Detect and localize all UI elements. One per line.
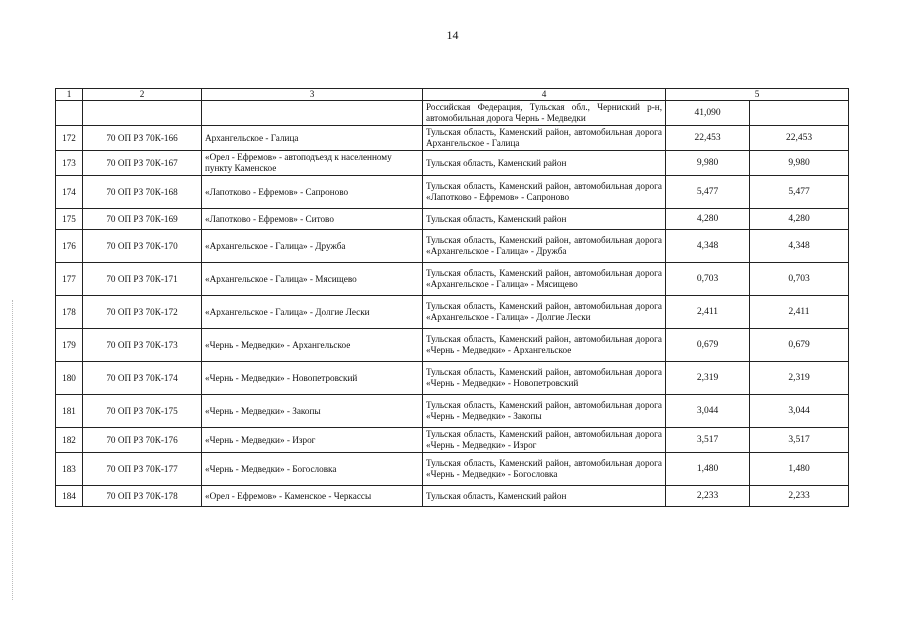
road-length-total: 3,044: [750, 395, 849, 428]
road-length: 4,348: [666, 230, 750, 263]
road-name: «Чернь - Медведки» - Изрог: [202, 428, 423, 453]
row-number: 184: [56, 486, 83, 507]
table-row: [56, 263, 849, 296]
row-number: 172: [56, 126, 83, 151]
road-code: 70 ОП РЗ 70К-173: [83, 329, 202, 362]
road-code: 70 ОП РЗ 70К-174: [83, 362, 202, 395]
road-code: 70 ОП РЗ 70К-170: [83, 230, 202, 263]
road-location: Тульская область, Каменский район, автомобильная дорога «Архангельское - Галица» - Долгие Лески: [423, 296, 666, 329]
road-length: 5,477: [666, 176, 750, 209]
table-row: [56, 453, 849, 486]
row-number: 181: [56, 395, 83, 428]
road-code: 70 ОП РЗ 70К-176: [83, 428, 202, 453]
road-location: Тульская область, Каменский район, автомобильная дорога «Архангельское - Галица» - Мясищево: [423, 263, 666, 296]
road-code: 70 ОП РЗ 70К-175: [83, 395, 202, 428]
road-length: 22,453: [666, 126, 750, 151]
table-row: [56, 101, 849, 126]
road-length-total: 3,517: [750, 428, 849, 453]
table-row: [56, 151, 849, 176]
road-length-total: 4,348: [750, 230, 849, 263]
road-code: 70 ОП РЗ 70К-172: [83, 296, 202, 329]
table-header: [56, 89, 849, 101]
table-body: [56, 101, 849, 507]
road-length-total: 9,980: [750, 151, 849, 176]
header-col-3: 3: [202, 89, 423, 101]
road-length: 1,480: [666, 453, 750, 486]
road-code: 70 ОП РЗ 70К-178: [83, 486, 202, 507]
road-length-total: 1,480: [750, 453, 849, 486]
roads-table: [55, 88, 849, 507]
road-code: 70 ОП РЗ 70К-167: [83, 151, 202, 176]
road-length-total: 2,233: [750, 486, 849, 507]
table-row: [56, 329, 849, 362]
road-name: «Орел - Ефремов» - автоподъезд к населенному пункту Каменское: [202, 151, 423, 176]
road-name: «Архангельское - Галица» - Мясищево: [202, 263, 423, 296]
row-number: 179: [56, 329, 83, 362]
road-length-total: 5,477: [750, 176, 849, 209]
road-length-total: 2,411: [750, 296, 849, 329]
road-name: «Чернь - Медведки» - Новопетровский: [202, 362, 423, 395]
road-length-total: 2,319: [750, 362, 849, 395]
table-row: [56, 296, 849, 329]
row-number: 174: [56, 176, 83, 209]
road-location: Тульская область, Каменский район, автомобильная дорога «Чернь - Медведки» - Изрог: [423, 428, 666, 453]
road-length: 9,980: [666, 151, 750, 176]
road-length-total: [750, 101, 849, 126]
row-number: 175: [56, 209, 83, 230]
road-length: 0,703: [666, 263, 750, 296]
header-col-1: 1: [56, 89, 83, 101]
road-length: 41,090: [666, 101, 750, 126]
page-number: 14: [446, 28, 459, 42]
table-row: [56, 395, 849, 428]
road-location: Тульская область, Каменский район: [423, 151, 666, 176]
road-code: 70 ОП РЗ 70К-168: [83, 176, 202, 209]
row-number: 180: [56, 362, 83, 395]
road-location: Тульская область, Каменский район: [423, 486, 666, 507]
road-code: [83, 101, 202, 126]
road-name: [202, 101, 423, 126]
road-length-total: 0,703: [750, 263, 849, 296]
road-length: 2,411: [666, 296, 750, 329]
road-location: Тульская область, Каменский район, автомобильная дорога «Лапотково - Ефремов» - Сапроново: [423, 176, 666, 209]
road-name: «Чернь - Медведки» - Закопы: [202, 395, 423, 428]
road-length-total: 4,280: [750, 209, 849, 230]
road-location: Тульская область, Каменский район, автомобильная дорога Архангельское - Галица: [423, 126, 666, 151]
road-location: Тульская область, Каменский район, автомобильная дорога «Архангельское - Галица» - Дружба: [423, 230, 666, 263]
row-number: 183: [56, 453, 83, 486]
road-name: «Архангельское - Галица» - Дружба: [202, 230, 423, 263]
table-row: [56, 428, 849, 453]
road-location: Тульская область, Каменский район, автомобильная дорога «Чернь - Медведки» - Новопетровский: [423, 362, 666, 395]
table-row: [56, 230, 849, 263]
header-col-2: 2: [83, 89, 202, 101]
road-location: Тульская область, Каменский район, автомобильная дорога «Чернь - Медведки» - Архангельское: [423, 329, 666, 362]
header-col-5: 5: [666, 89, 849, 101]
road-length: 2,233: [666, 486, 750, 507]
table-row: [56, 126, 849, 151]
road-length-total: 0,679: [750, 329, 849, 362]
table-row: [56, 209, 849, 230]
road-location: Тульская область, Каменский район, автомобильная дорога «Чернь - Медведки» - Богословка: [423, 453, 666, 486]
road-code: 70 ОП РЗ 70К-169: [83, 209, 202, 230]
road-length-total: 22,453: [750, 126, 849, 151]
road-length: 0,679: [666, 329, 750, 362]
table-row: [56, 176, 849, 209]
row-number: 176: [56, 230, 83, 263]
row-number: 178: [56, 296, 83, 329]
road-name: Архангельское - Галица: [202, 126, 423, 151]
road-name: «Лапотково - Ефремов» - Ситово: [202, 209, 423, 230]
road-length: 2,319: [666, 362, 750, 395]
road-name: «Чернь - Медведки» - Архангельское: [202, 329, 423, 362]
road-name: «Чернь - Медведки» - Богословка: [202, 453, 423, 486]
road-length: 3,517: [666, 428, 750, 453]
header-col-4: 4: [423, 89, 666, 101]
row-number: 173: [56, 151, 83, 176]
road-code: 70 ОП РЗ 70К-171: [83, 263, 202, 296]
row-number: 182: [56, 428, 83, 453]
road-name: «Архангельское - Галица» - Долгие Лески: [202, 296, 423, 329]
table-row: [56, 362, 849, 395]
road-name: «Лапотково - Ефремов» - Сапроново: [202, 176, 423, 209]
road-location: Тульская область, Каменский район: [423, 209, 666, 230]
road-name: «Орел - Ефремов» - Каменское - Черкассы: [202, 486, 423, 507]
road-location: Тульская область, Каменский район, автомобильная дорога «Чернь - Медведки» - Закопы: [423, 395, 666, 428]
row-number: 177: [56, 263, 83, 296]
table-row: [56, 486, 849, 507]
road-code: 70 ОП РЗ 70К-166: [83, 126, 202, 151]
margin-dots: [12, 300, 15, 600]
road-length: 4,280: [666, 209, 750, 230]
road-code: 70 ОП РЗ 70К-177: [83, 453, 202, 486]
road-length: 3,044: [666, 395, 750, 428]
row-number: [56, 101, 83, 126]
road-location: Российская Федерация, Тульская обл., Черниский р-н, автомобильная дорога Чернь - Медведки: [423, 101, 666, 126]
